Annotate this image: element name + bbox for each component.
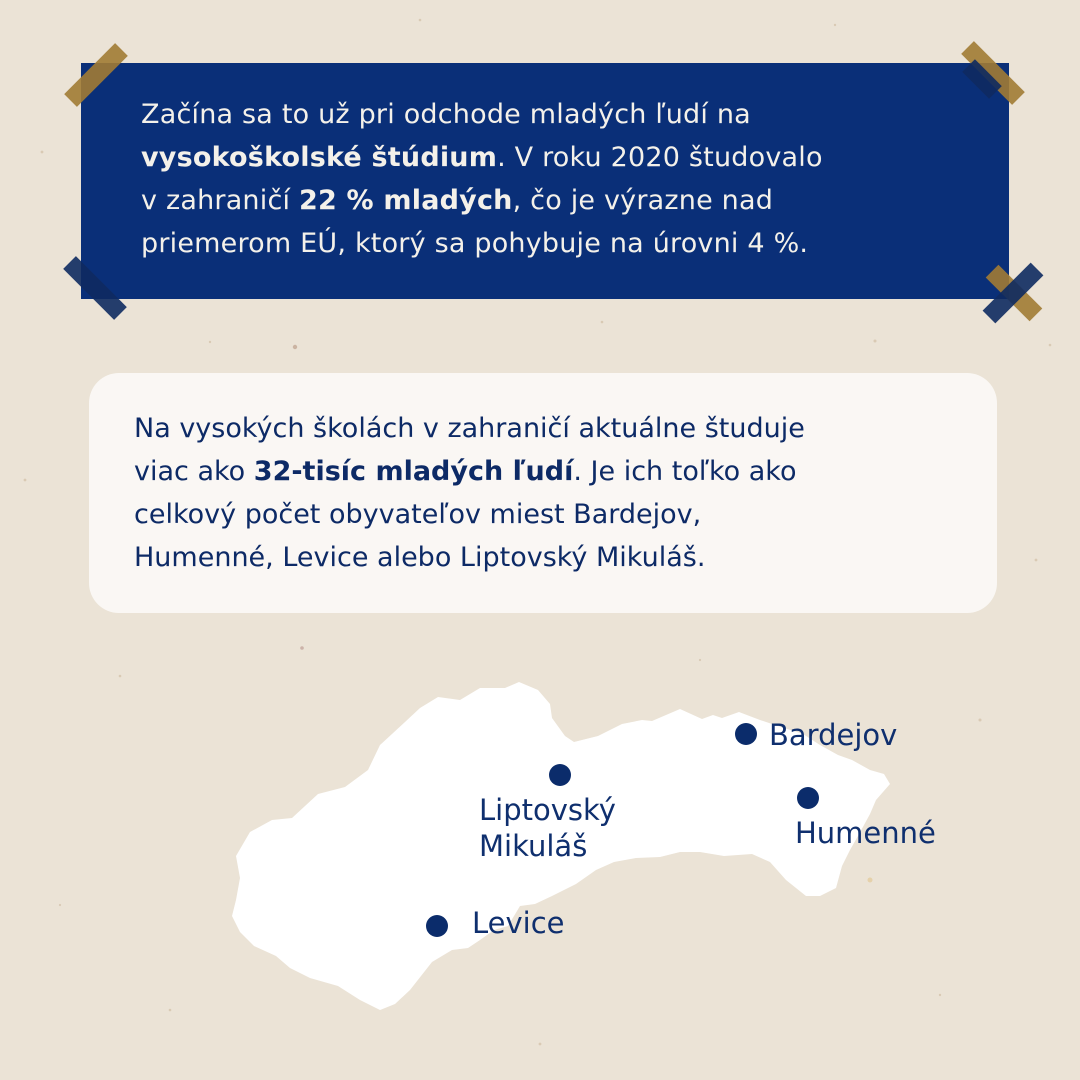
students-text-3: . Je ich toľko ako xyxy=(573,456,797,487)
intro-text-5: priemerom EÚ, ktorý sa pohybuje na úrovni 4 %. xyxy=(141,228,809,259)
students-text-4: celkový počet obyvateľov miest Bardejov, xyxy=(134,499,702,530)
students-text-1: Na vysokých školách v zahraničí aktuálne študuje xyxy=(134,413,805,444)
city-label-levice: Levice xyxy=(472,906,565,940)
students-text-2: viac ako xyxy=(134,456,254,487)
city-dot-humenne xyxy=(797,787,819,809)
intro-text-2: . V roku 2020 študovalo xyxy=(497,142,823,173)
intro-text-4: , čo je výrazne nad xyxy=(512,185,774,216)
intro-bold-2: 22 % mladých xyxy=(298,185,513,216)
city-dot-liptovsky-mikulas xyxy=(549,764,571,786)
students-bold: 32-tisíc mladých ľudí xyxy=(253,456,574,487)
students-text-5: Humenné, Levice alebo Liptovský Mikuláš. xyxy=(134,542,706,573)
intro-bold-1: vysokoškolské štúdium xyxy=(141,142,498,173)
city-dot-bardejov xyxy=(735,723,757,745)
city-dot-levice xyxy=(426,915,448,937)
intro-text-3: v zahraničí xyxy=(141,185,299,216)
city-label-bardejov: Bardejov xyxy=(769,718,898,752)
city-label-liptovsky-mikulas: Liptovský Mikuláš xyxy=(479,793,616,863)
city-label-humenne: Humenné xyxy=(795,816,936,850)
intro-text-1: Začína sa to už pri odchode mladých ľudí na xyxy=(141,99,751,130)
